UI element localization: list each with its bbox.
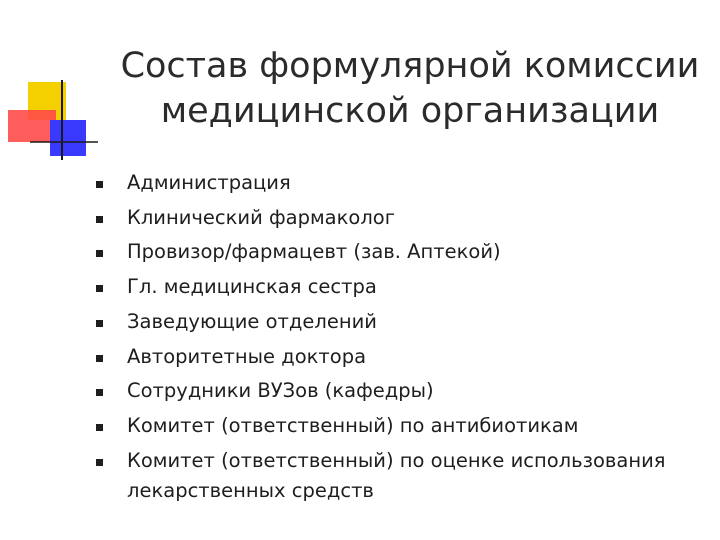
list-item (96, 270, 696, 305)
list-item-text: Сотрудники ВУЗов (кафедры) (127, 379, 434, 403)
bullet-square-icon (96, 250, 103, 257)
member-list (96, 166, 696, 506)
list-item (96, 201, 696, 236)
list-item-text: Заведующие отделений (127, 309, 377, 333)
list-item-text: Авторитетные доктора (127, 344, 367, 368)
decorative-logo (0, 0, 110, 170)
bullet-square-icon (96, 355, 103, 362)
list-item (96, 409, 696, 444)
bullet-square-icon (96, 424, 103, 431)
list-item-text: Комитет (ответственный) по антибиотикам (127, 413, 579, 437)
logo-red-square (8, 110, 56, 142)
list-item-text: Провизор/фармацевт (зав. Аптекой) (127, 240, 501, 264)
bullet-square-icon (96, 285, 103, 292)
bullet-square-icon (96, 459, 103, 466)
bullet-square-icon (96, 389, 103, 396)
slide-title (100, 44, 720, 134)
list-item-text: Гл. медицинская сестра (127, 275, 377, 299)
bullet-square-icon (96, 320, 103, 327)
bullet-square-icon (96, 216, 103, 223)
title-line-1: Состав формулярной комиссии (120, 46, 700, 86)
logo-blue-square (50, 120, 86, 156)
list-item-text: Администрация (127, 171, 291, 194)
list-item (96, 444, 696, 506)
title-line-2: медицинской организации (160, 91, 660, 131)
list-item (96, 340, 696, 375)
list-item (96, 235, 696, 270)
list-item (96, 374, 696, 409)
list-item-text: Клинический фармаколог (127, 205, 395, 229)
list-item (96, 305, 696, 340)
list-item-text: Комитет (ответственный) по оценке использования лекарственных средств (127, 448, 666, 502)
list-item (96, 166, 696, 201)
bullet-square-icon (96, 181, 103, 188)
